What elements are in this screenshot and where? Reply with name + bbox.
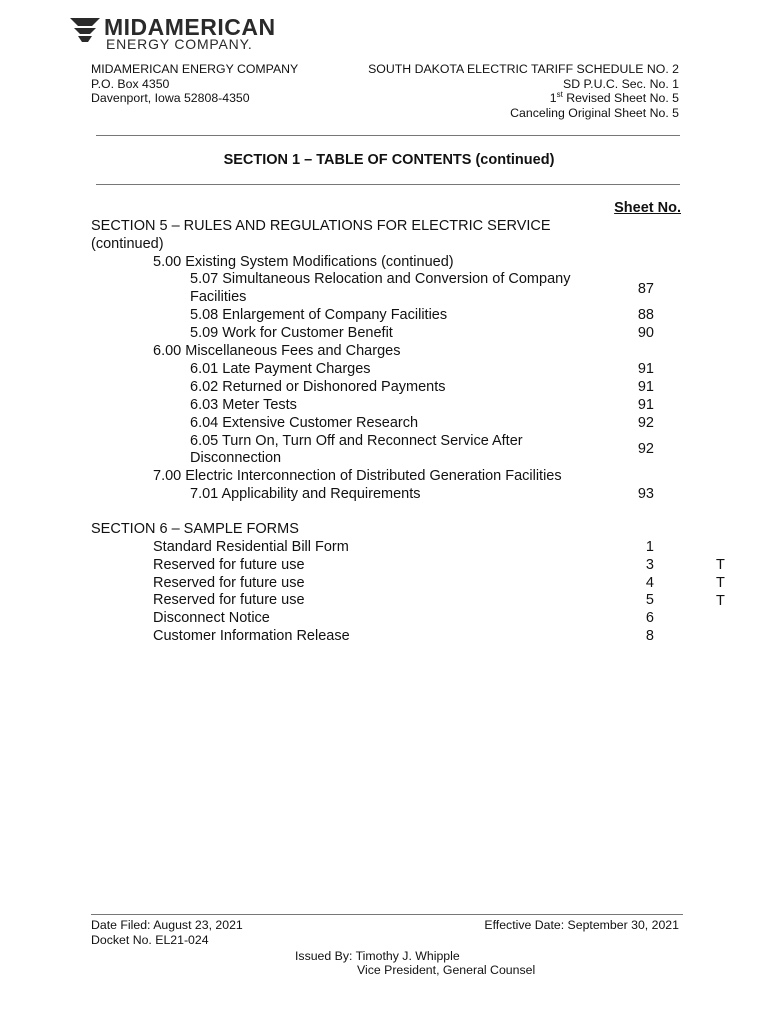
toc-entry-5-08: 5.08 Enlargement of Company Facilities xyxy=(190,307,448,323)
page-num-6-04: 92 xyxy=(637,415,654,431)
logo-mark-icon xyxy=(70,16,102,48)
page-num-6-01: 91 xyxy=(637,361,654,377)
section6-heading: SECTION 6 – SAMPLE FORMS xyxy=(91,521,299,537)
docket-number: Docket No. EL21-024 xyxy=(91,933,209,947)
issuer-title: Vice President, General Counsel xyxy=(357,963,536,977)
toc-entry-6-05: 6.05 Turn On, Turn Off and Reconnect Service After xyxy=(190,433,523,449)
list-item: Reserved for future use xyxy=(153,556,305,573)
toc-entry-5-07: 5.07 Simultaneous Relocation and Conversion of Company Facilities xyxy=(190,271,571,305)
footer-divider xyxy=(91,914,683,915)
list-item: Reserved for future use xyxy=(153,592,305,609)
filing-info xyxy=(91,918,243,948)
puc-section: SD P.U.C. Sec. No. 1 xyxy=(563,76,679,91)
list-item: Customer Information Release xyxy=(153,627,350,644)
header-divider xyxy=(96,135,680,136)
tariff-reference xyxy=(368,62,679,120)
list-item: Disconnect Notice xyxy=(153,610,270,627)
change-mark: T xyxy=(716,557,725,573)
page-num: 6 xyxy=(645,610,654,627)
title-divider xyxy=(96,184,680,185)
toc-entry-5-09: 5.09 Work for Customer Benefit xyxy=(190,325,393,341)
page-num-6-02: 91 xyxy=(637,379,654,395)
tariff-schedule: SOUTH DAKOTA ELECTRIC TARIFF SCHEDULE NO. 2 xyxy=(368,62,679,76)
toc-entry-6-02: 6.02 Returned or Dishonored Payments xyxy=(190,379,446,395)
section6-list xyxy=(153,539,350,646)
toc-entry-5-00: 5.00 Existing System Modifications (continued) xyxy=(153,254,454,270)
effective-date: Effective Date: September 30, 2021 xyxy=(484,918,679,932)
list-item: Reserved for future use xyxy=(153,574,305,591)
page-num-5-08: 88 xyxy=(637,307,654,323)
sheet-no-heading: Sheet No. xyxy=(614,200,681,216)
section5-heading-continued: (continued) xyxy=(91,236,164,252)
issued-by: Issued By: Timothy J. Whipple xyxy=(295,949,460,963)
page-num: 1 xyxy=(645,539,654,555)
change-marks xyxy=(716,557,725,610)
logo-wordmark: MIDAMERICAN xyxy=(104,14,276,40)
canceling-sheet: Canceling Original Sheet No. 5 xyxy=(510,105,679,120)
toc-entry-7-01: 7.01 Applicability and Requirements xyxy=(190,486,421,502)
list-item: Standard Residential Bill Form xyxy=(153,539,349,555)
toc-entry-6-00: 6.00 Miscellaneous Fees and Charges xyxy=(153,343,401,359)
company-address xyxy=(91,62,298,106)
page-num: 8 xyxy=(645,627,654,644)
section5-heading: SECTION 5 – RULES AND REGULATIONS FOR ELECTRIC SERVICE xyxy=(91,218,551,234)
toc-entry-7-00: 7.00 Electric Interconnection of Distributed Generation Facilities xyxy=(153,468,562,484)
revised-sheet: 1st Revised Sheet No. 5 xyxy=(549,89,679,105)
page-num-6-03: 91 xyxy=(637,397,654,413)
page-num: 3 xyxy=(645,556,654,573)
page-num-5-07: 87 xyxy=(637,281,654,297)
date-filed: Date Filed: August 23, 2021 xyxy=(91,918,243,932)
page-num-5-09: 90 xyxy=(637,325,654,341)
toc-entry-6-05-cont: Disconnection xyxy=(190,450,282,466)
page-num-6-05: 92 xyxy=(637,441,654,457)
company-logo xyxy=(70,14,276,52)
city-state-zip: Davenport, Iowa 52808-4350 xyxy=(91,91,250,105)
change-mark: T xyxy=(716,592,725,609)
page-num-7-01: 93 xyxy=(637,486,654,502)
toc-entry-6-03: 6.03 Meter Tests xyxy=(190,397,297,413)
company-name: MIDAMERICAN ENERGY COMPANY xyxy=(91,62,299,76)
section6-page-numbers xyxy=(646,539,654,646)
page-num: 5 xyxy=(645,592,654,609)
po-box: P.O. Box 4350 xyxy=(91,76,170,91)
toc-entry-6-01: 6.01 Late Payment Charges xyxy=(190,361,371,377)
logo-subtitle: ENERGY COMPANY. xyxy=(106,36,253,52)
change-mark: T xyxy=(716,574,725,591)
page-num: 4 xyxy=(645,574,654,591)
toc-entry-6-04: 6.04 Extensive Customer Research xyxy=(190,415,419,431)
page-title: SECTION 1 – TABLE OF CONTENTS (continued) xyxy=(223,152,555,168)
